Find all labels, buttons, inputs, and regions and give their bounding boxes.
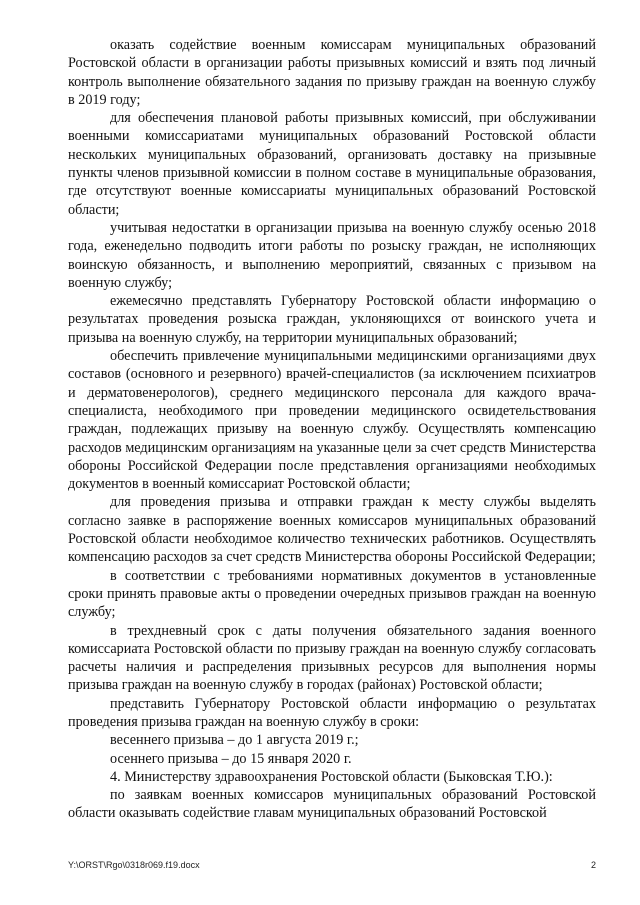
paragraph: осеннего призыва – до 15 января 2020 г. (110, 750, 352, 767)
paragraph: для проведения призыва и отправки граждан к месту службы выделять согласно заявке в распоряжение военных комиссаров муниципальных образований Ростовской области необходимое количество технических работников. Осуществлять компенсацию расходов за счет средств Министерства обороны Российской Федерации; (68, 494, 596, 566)
paragraph: ежемесячно представлять Губернатору Ростовской области информацию о результатах проведения розыска граждан, уклоняющихся от воинского учета и призыва на военную службу, на территории муниципальных образований; (68, 293, 596, 346)
page-number: 2 (590, 860, 596, 870)
paragraph: по заявкам военных комиссаров муниципальных образований Ростовской области оказывать содействие главам муниципальных образований Ростовской (68, 787, 596, 822)
paragraph: в трехдневный срок с даты получения обязательного задания военного комиссариата Ростовской области по призыву граждан на военную службу согласовать расчеты наличия и распределения призывных ресурсов для выполнения нормы призыва граждан на военную службу в городах (районах) Ростовской области; (68, 622, 596, 694)
section-heading: 4. Министерству здравоохранения Ростовской области (Быковская Т.Ю.): (110, 768, 553, 785)
paragraph: оказать содействие военным комиссарам муниципальных образований Ростовской области в организации работы призывных комиссий и взять под личный контроль выполнение обязательного задания по призыву граждан на военную службу в 2019 году; (68, 37, 596, 108)
page-footer (68, 860, 596, 870)
paragraph: представить Губернатору Ростовской области информацию о результатах проведения призыва граждан на военную службу в сроки: (68, 695, 596, 730)
paragraph: обеспечить привлечение муниципальными медицинскими организациями двух составов (основного и резервного) врачей-специалистов (за исключением психиатров и дерматовенерологов), среднего медицинского персонала для каждого врача-специалиста, необходимого при проведении медицинского освидетельствования граждан, подлежащих призыву на военную службу. Осуществлять компенсацию расходов медицинским организациям на указанные цели за счет средств Министерства обороны Российской Федерации после представления организациями необходимых документов в военный комиссариат Ростовской области; (68, 348, 596, 493)
document-body (68, 36, 596, 823)
paragraph: в соответствии с требованиями нормативных документов в установленные сроки принять правовые акты о проведении очередных призывов граждан на военную службу; (68, 567, 596, 621)
paragraph: для обеспечения плановой работы призывных комиссий, при обслуживании военными комиссариатами муниципальных образований Ростовской области нескольких муниципальных образований, организовать доставку на призывные пункты членов призывной комиссии в полном составе в муниципальные образования, где отсутствуют военные комиссариаты муниципальных образований Ростовской области; (68, 110, 596, 218)
file-path: Y:\ORST\Rgo\0318r069.f19.docx (68, 860, 200, 870)
paragraph: весеннего призыва – до 1 августа 2019 г.; (110, 732, 359, 749)
paragraph: учитывая недостатки в организации призыва на военную службу осенью 2018 года, еженедельно подводить итоги работы по розыску граждан, не исполняющих воинскую обязанность, и выполнению мероприятий, связанных с призывом на военную службу; (68, 219, 596, 291)
